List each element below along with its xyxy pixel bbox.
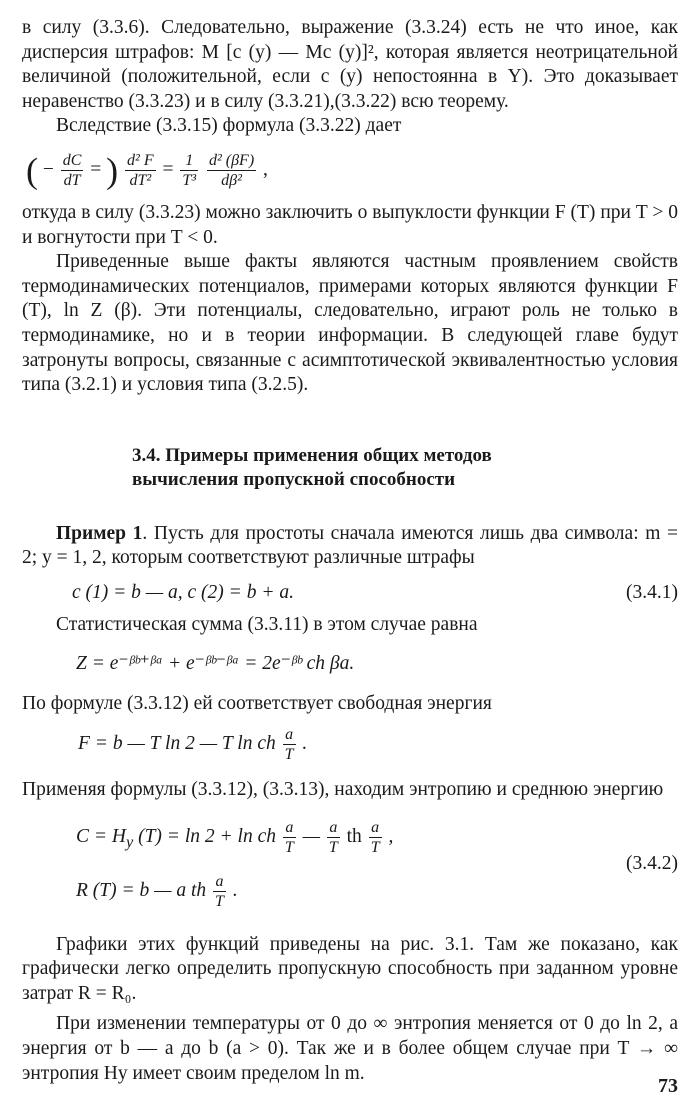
equation-free-energy: F = b — T ln 2 — T ln ch $\frac{a}{T}$ . <box>78 726 308 764</box>
paragraph-example: Пример 1. Пусть для простоты сначала имеются лишь два символа: m = 2; y = 1, 2, которым соответствуют различные штрафы <box>22 522 678 569</box>
equation-number: (3.4.2) <box>626 852 678 874</box>
equation-number: (3.4.1) <box>626 581 678 603</box>
paragraph-3: откуда в силу (3.3.23) можно заключить о выпуклости функции F (T) при T > 0 и вогнутости при T < 0. <box>22 201 678 248</box>
paragraph-4: Приведенные выше факты являются частным проявлением свойств термодинамических потенциалов, примерами которых являются функции F (T), ln Z (β). Эти потенциалы, следовательно, играют роль не только в термодинамике, но и в теории информации. В следующей главе будут затронуты вопросы, связанные с асимптотической эквивалентностью условия типа (3.2.1) и условия типа (3.2.5). <box>22 251 678 396</box>
page-number: 73 <box>658 1075 678 1097</box>
equation-entropy: $C = H_y$ (T) = ln 2 + ln ch $\frac{a}{T}$ — $\frac{a}{T}$ th $\frac{a}{T}$ , <box>76 818 394 856</box>
section-heading-line-1: 3.4. Примеры применения общих методов <box>132 444 492 466</box>
paragraph-6: Статистическая сумма (3.3.11) в этом случае равна <box>56 613 478 635</box>
equation-3-4-1: c (1) = b — a, c (2) = b + a. (3.4.1) <box>72 581 678 603</box>
paragraph-9: Графики этих функций приведены на рис. 3.1. Там же показано, как графически легко определить пропускную способность при заданном уровне затрат R = R₀. <box>22 933 678 1004</box>
page-body <box>22 16 678 1086</box>
equation-block-3-4-2 <box>22 809 678 919</box>
equation-energy: R (T) = b — a th $\frac{a}{T}$ . <box>76 872 238 910</box>
paragraph-10: При изменении температуры от 0 до ∞ энтропия меняется от 0 до ln 2, а энергия от b — a до b (a > 0). Так же и в более общем случае при T → ∞ энтропия Hy имеет своим пределом ln m. <box>22 1013 678 1084</box>
equation-partition-sum: Z = e⁻ᵝᵇ⁺ᵝᵃ + e⁻ᵝᵇ⁻ᵝᵃ = 2e⁻ᵝᵇ ch βa. <box>76 652 355 674</box>
paragraph-2: Вследствие (3.3.15) формула (3.3.22) дает <box>56 115 402 137</box>
example-label: Пример 1 <box>56 522 143 544</box>
paragraph-1: в силу (3.3.6). Следовательно, выражение (3.3.24) есть не что иное, как дисперсия штрафов: M [c (y) — Mc (y)]², которая является неотрицательной величиной (положительной, если c (y) непостоянна в Y). Это доказывает неравенство (3.3.23) и в силу (3.3.21),(3.3.22) всю теорему. <box>22 17 678 112</box>
equation-derivatives: ( − $\frac{dC}{dT}$ = ) $\frac{\text{d² F}}{\text{dT²}}$ = $\frac{1}{\text{T³}}$ $\frac{\text{d² (βF)}}{\text{dβ²}}$ , <box>26 150 268 191</box>
paragraph-8: Применяя формулы (3.3.12), (3.3.13), находим энтропию и среднюю энергию <box>22 779 664 801</box>
section-heading-line-2: вычисления пропускной способности <box>132 468 456 490</box>
paragraph-7: По формуле (3.3.12) ей соответствует свободная энергия <box>22 692 492 714</box>
